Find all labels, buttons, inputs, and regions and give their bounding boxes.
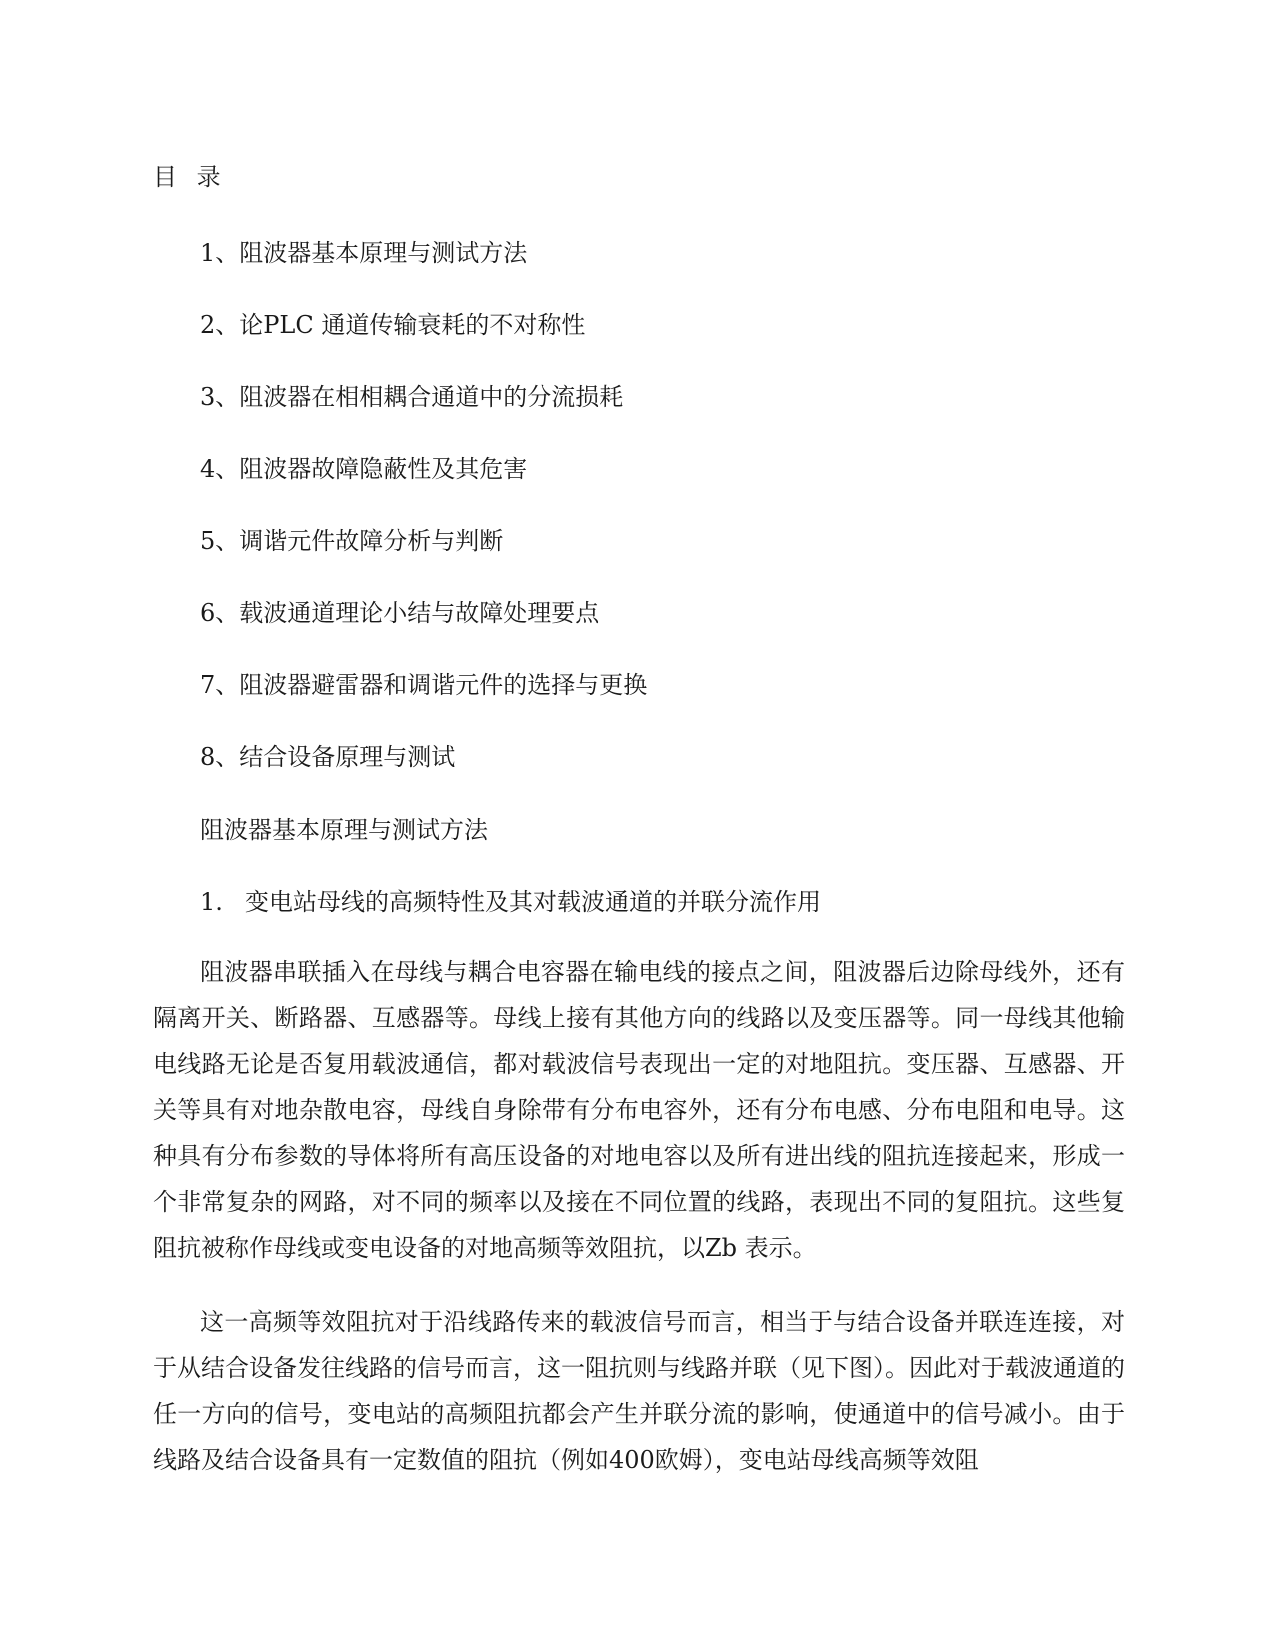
toc-item-3: 3、阻波器在相相耦合通道中的分流损耗 bbox=[200, 383, 624, 411]
toc-list bbox=[200, 236, 647, 812]
subsection-number: 1. bbox=[200, 888, 223, 916]
toc-item-8: 8、结合设备原理与测试 bbox=[200, 743, 456, 771]
section-title: 阻波器基本原理与测试方法 bbox=[200, 816, 488, 844]
toc-item-5: 5、调谐元件故障分析与判断 bbox=[200, 527, 504, 555]
subsection-heading bbox=[200, 885, 821, 919]
body-paragraph-2: 这一高频等效阻抗对于沿线路传来的载波信号而言，相当于与结合设备并联连连接，对于从结合设备发往线路的信号而言，这一阻抗则与线路并联（见下图）。因此对于载波通道的任一方向的信号，变电站的高频阻抗都会产生并联分流的影响，使通道中的信号减小。由于线路及结合设备具有一定数值的阻抗（例如400欧姆），变电站母线高频等效阻 bbox=[153, 1308, 1125, 1474]
toc-item-1: 1、阻波器基本原理与测试方法 bbox=[200, 239, 528, 267]
subsection-title: 变电站母线的高频特性及其对载波通道的并联分流作用 bbox=[245, 888, 821, 916]
body-paragraph-1: 阻波器串联插入在母线与耦合电容器在输电线的接点之间，阻波器后边除母线外，还有隔离开关、断路器、互感器等。母线上接有其他方向的线路以及变压器等。同一母线其他输电线路无论是否复用载波通信，都对载波信号表现出一定的对地阻抗。变压器、互感器、开关等具有对地杂散电容，母线自身除带有分布电容外，还有分布电感、分布电阻和电导。这种具有分布参数的导体将所有高压设备的对地电容以及所有进出线的阻抗连接起来，形成一个非常复杂的网路，对不同的频率以及接在不同位置的线路，表现出不同的复阻抗。这些复阻抗被称作母线或变电设备的对地高频等效阻抗，以Zb 表示。 bbox=[153, 958, 1125, 1262]
toc-item-6: 6、载波通道理论小结与故障处理要点 bbox=[200, 599, 600, 627]
toc-item-4: 4、阻波器故障隐蔽性及其危害 bbox=[200, 455, 528, 483]
toc-heading: 目 录 bbox=[153, 163, 227, 191]
toc-item-7: 7、阻波器避雷器和调谐元件的选择与更换 bbox=[200, 671, 648, 699]
toc-item-2: 2、论PLC 通道传输衰耗的不对称性 bbox=[200, 311, 586, 339]
